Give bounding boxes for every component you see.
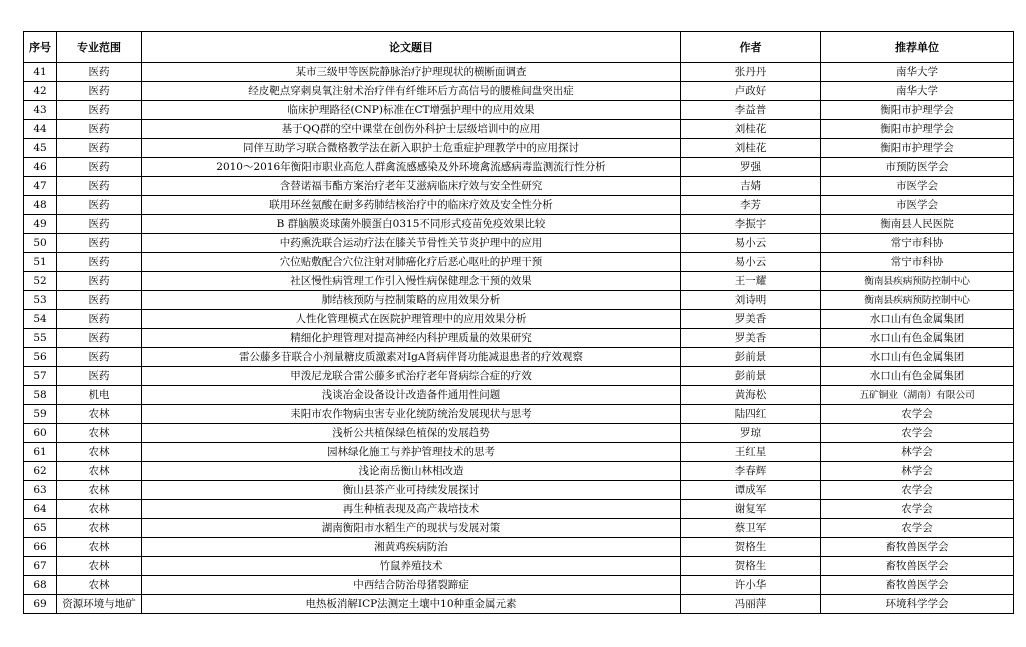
cell-no: 65: [24, 519, 57, 538]
cell-author: 吉婧: [681, 177, 821, 196]
cell-field: 农林: [57, 519, 142, 538]
cell-field: 农林: [57, 557, 142, 576]
cell-field: 农林: [57, 576, 142, 595]
cell-no: 56: [24, 348, 57, 367]
cell-title: 穴位贴敷配合穴位注射对肺癌化疗后恶心呕吐的护理干预: [142, 253, 681, 272]
cell-no: 49: [24, 215, 57, 234]
cell-unit: 常宁市科协: [821, 234, 1014, 253]
cell-field: 医药: [57, 101, 142, 120]
cell-title: 肺结核预防与控制策略的应用效果分析: [142, 291, 681, 310]
cell-title: 联用环丝氨酸在耐多药肺结核治疗中的临床疗效及安全性分析: [142, 196, 681, 215]
cell-field: 农林: [57, 538, 142, 557]
cell-field: 农林: [57, 500, 142, 519]
cell-unit: 水口山有色金属集团: [821, 310, 1014, 329]
cell-no: 53: [24, 291, 57, 310]
cell-field: 医药: [57, 272, 142, 291]
header-author: 作者: [681, 32, 821, 63]
cell-field: 医药: [57, 158, 142, 177]
cell-field: 医药: [57, 63, 142, 82]
cell-author: 罗美香: [681, 329, 821, 348]
cell-field: 医药: [57, 215, 142, 234]
table-row: [24, 329, 1014, 348]
cell-author: 李振宇: [681, 215, 821, 234]
cell-title: 耒阳市农作物病虫害专业化统防统治发展现状与思考: [142, 405, 681, 424]
cell-field: 医药: [57, 139, 142, 158]
cell-no: 42: [24, 82, 57, 101]
cell-unit: 衡阳市护理学会: [821, 139, 1014, 158]
cell-unit: 水口山有色金属集团: [821, 367, 1014, 386]
cell-no: 51: [24, 253, 57, 272]
cell-title: 中西结合防治母猪裂蹄症: [142, 576, 681, 595]
cell-field: 资源环境与地矿: [57, 595, 142, 614]
cell-no: 64: [24, 500, 57, 519]
cell-no: 61: [24, 443, 57, 462]
cell-unit: 常宁市科协: [821, 253, 1014, 272]
cell-no: 48: [24, 196, 57, 215]
cell-no: 41: [24, 63, 57, 82]
cell-author: 彭前景: [681, 367, 821, 386]
cell-author: 卢政好: [681, 82, 821, 101]
table-row: [24, 576, 1014, 595]
cell-author: 黄海松: [681, 386, 821, 405]
cell-title: 雷公藤多苷联合小剂量糖皮质激素对IgA肾病伴肾功能减退患者的疗效观察: [142, 348, 681, 367]
cell-field: 医药: [57, 348, 142, 367]
cell-field: 医药: [57, 253, 142, 272]
cell-field: 医药: [57, 310, 142, 329]
table-row: [24, 348, 1014, 367]
cell-unit: 农学会: [821, 405, 1014, 424]
cell-title: 浅谈冶金设备设计改造备件通用性问题: [142, 386, 681, 405]
cell-field: 医药: [57, 234, 142, 253]
cell-title: 甲泼尼龙联合雷公藤多甙治疗老年肾病综合症的疗效: [142, 367, 681, 386]
cell-unit: 市医学会: [821, 177, 1014, 196]
cell-unit: 衡阳市护理学会: [821, 101, 1014, 120]
table-row: [24, 310, 1014, 329]
cell-no: 62: [24, 462, 57, 481]
cell-title: 社区慢性病管理工作引入慢性病保健理念干预的效果: [142, 272, 681, 291]
cell-author: 刘桂花: [681, 139, 821, 158]
header-field: 专业范围: [57, 32, 142, 63]
cell-no: 60: [24, 424, 57, 443]
cell-unit: 农学会: [821, 424, 1014, 443]
table-row: [24, 177, 1014, 196]
table-row: [24, 196, 1014, 215]
cell-title: 再生种植表现及高产栽培技术: [142, 500, 681, 519]
table-row: [24, 367, 1014, 386]
cell-author: 李春辉: [681, 462, 821, 481]
cell-author: 刘桂花: [681, 120, 821, 139]
cell-no: 45: [24, 139, 57, 158]
cell-unit: 环境科学学会: [821, 595, 1014, 614]
cell-title: 含替诺福韦酯方案治疗老年艾滋病临床疗效与安全性研究: [142, 177, 681, 196]
cell-no: 50: [24, 234, 57, 253]
cell-unit: 南华大学: [821, 63, 1014, 82]
table-row: [24, 538, 1014, 557]
cell-title: 竹鼠养殖技术: [142, 557, 681, 576]
cell-field: 农林: [57, 481, 142, 500]
cell-field: 机电: [57, 386, 142, 405]
cell-title: 园林绿化施工与养护管理技术的思考: [142, 443, 681, 462]
cell-title: B 群脑膜炎球菌外膜蛋白0315不同形式疫苗免疫效果比较: [142, 215, 681, 234]
cell-author: 罗强: [681, 158, 821, 177]
table-row: [24, 215, 1014, 234]
cell-field: 医药: [57, 291, 142, 310]
table-row: [24, 424, 1014, 443]
table-row: [24, 120, 1014, 139]
cell-field: 医药: [57, 196, 142, 215]
cell-field: 农林: [57, 424, 142, 443]
table-row: [24, 272, 1014, 291]
cell-unit: 衡南县疾病预防控制中心: [821, 272, 1014, 291]
cell-title: 临床护理路径(CNP)标准在CT增强护理中的应用效果: [142, 101, 681, 120]
header-title: 论文题目: [142, 32, 681, 63]
cell-title: 某市三级甲等医院静脉治疗护理现状的横断面调查: [142, 63, 681, 82]
cell-no: 63: [24, 481, 57, 500]
cell-no: 68: [24, 576, 57, 595]
cell-unit: 水口山有色金属集团: [821, 329, 1014, 348]
cell-no: 66: [24, 538, 57, 557]
cell-author: 贺格生: [681, 557, 821, 576]
cell-unit: 农学会: [821, 481, 1014, 500]
cell-title: 湖南衡阳市水稻生产的现状与发展对策: [142, 519, 681, 538]
cell-unit: 畜牧兽医学会: [821, 538, 1014, 557]
cell-no: 54: [24, 310, 57, 329]
cell-author: 谢复军: [681, 500, 821, 519]
cell-author: 陆四红: [681, 405, 821, 424]
table-row: [24, 291, 1014, 310]
cell-no: 44: [24, 120, 57, 139]
cell-unit: 林学会: [821, 443, 1014, 462]
cell-title: 衡山县茶产业可持续发展探讨: [142, 481, 681, 500]
header-no: 序号: [24, 32, 57, 63]
cell-no: 59: [24, 405, 57, 424]
header-row: [24, 32, 1014, 63]
cell-no: 55: [24, 329, 57, 348]
cell-unit: 农学会: [821, 519, 1014, 538]
table-row: [24, 101, 1014, 120]
cell-author: 李益普: [681, 101, 821, 120]
table-row: [24, 405, 1014, 424]
cell-author: 易小云: [681, 253, 821, 272]
cell-author: 易小云: [681, 234, 821, 253]
table-row: [24, 158, 1014, 177]
cell-title: 浅论南岳衡山林相改造: [142, 462, 681, 481]
cell-unit: 衡南县疾病预防控制中心: [821, 291, 1014, 310]
table-row: [24, 63, 1014, 82]
cell-author: 刘诗明: [681, 291, 821, 310]
table-row: [24, 519, 1014, 538]
header-unit: 推荐单位: [821, 32, 1014, 63]
cell-title: 电热板消解ICP法测定土壤中10种重金属元素: [142, 595, 681, 614]
cell-author: 王一耀: [681, 272, 821, 291]
cell-unit: 畜牧兽医学会: [821, 576, 1014, 595]
cell-unit: 五矿铜业（湖南）有限公司: [821, 386, 1014, 405]
cell-no: 52: [24, 272, 57, 291]
cell-title: 2010～2016年衡阳市职业高危人群禽流感感染及外环境禽流感病毒监测流行性分析: [142, 158, 681, 177]
cell-unit: 衡南县人民医院: [821, 215, 1014, 234]
cell-unit: 水口山有色金属集团: [821, 348, 1014, 367]
cell-no: 58: [24, 386, 57, 405]
cell-author: 冯丽萍: [681, 595, 821, 614]
cell-field: 医药: [57, 329, 142, 348]
cell-field: 医药: [57, 120, 142, 139]
cell-author: 蔡卫军: [681, 519, 821, 538]
cell-author: 谭成军: [681, 481, 821, 500]
cell-unit: 畜牧兽医学会: [821, 557, 1014, 576]
cell-field: 医药: [57, 367, 142, 386]
cell-author: 贺格生: [681, 538, 821, 557]
cell-title: 基于QQ群的空中课堂在创伤外科护士层级培训中的应用: [142, 120, 681, 139]
cell-no: 69: [24, 595, 57, 614]
cell-no: 47: [24, 177, 57, 196]
cell-title: 浅析公共植保绿色植保的发展趋势: [142, 424, 681, 443]
cell-author: 王红星: [681, 443, 821, 462]
table-row: [24, 462, 1014, 481]
table-row: [24, 443, 1014, 462]
cell-title: 经皮靶点穿刺臭氧注射术治疗伴有纤维环后方高信号的腰椎间盘突出症: [142, 82, 681, 101]
cell-no: 43: [24, 101, 57, 120]
cell-unit: 农学会: [821, 500, 1014, 519]
table-body: [24, 63, 1014, 614]
table-row: [24, 595, 1014, 614]
table-row: [24, 481, 1014, 500]
table-row: [24, 500, 1014, 519]
cell-title: 精细化护理管理对提高神经内科护理质量的效果研究: [142, 329, 681, 348]
cell-author: 张丹丹: [681, 63, 821, 82]
cell-author: 彭前景: [681, 348, 821, 367]
cell-unit: 林学会: [821, 462, 1014, 481]
cell-author: 许小华: [681, 576, 821, 595]
table-row: [24, 139, 1014, 158]
table-row: [24, 557, 1014, 576]
papers-table: [23, 31, 1014, 614]
cell-field: 农林: [57, 462, 142, 481]
cell-unit: 市医学会: [821, 196, 1014, 215]
cell-field: 农林: [57, 443, 142, 462]
cell-unit: 市预防医学会: [821, 158, 1014, 177]
cell-field: 医药: [57, 82, 142, 101]
cell-author: 罗琼: [681, 424, 821, 443]
cell-unit: 衡阳市护理学会: [821, 120, 1014, 139]
cell-field: 医药: [57, 177, 142, 196]
table-row: [24, 386, 1014, 405]
cell-title: 湘黄鸡疾病防治: [142, 538, 681, 557]
cell-no: 67: [24, 557, 57, 576]
cell-unit: 南华大学: [821, 82, 1014, 101]
table-row: [24, 234, 1014, 253]
cell-author: 罗美香: [681, 310, 821, 329]
table-row: [24, 82, 1014, 101]
cell-no: 57: [24, 367, 57, 386]
table-row: [24, 253, 1014, 272]
cell-no: 46: [24, 158, 57, 177]
cell-field: 农林: [57, 405, 142, 424]
cell-author: 李芳: [681, 196, 821, 215]
cell-title: 同伴互助学习联合微格教学法在新入职护士危重症护理教学中的应用探讨: [142, 139, 681, 158]
cell-title: 人性化管理模式在医院护理管理中的应用效果分析: [142, 310, 681, 329]
cell-title: 中药熏洗联合运动疗法在膝关节骨性关节炎护理中的应用: [142, 234, 681, 253]
